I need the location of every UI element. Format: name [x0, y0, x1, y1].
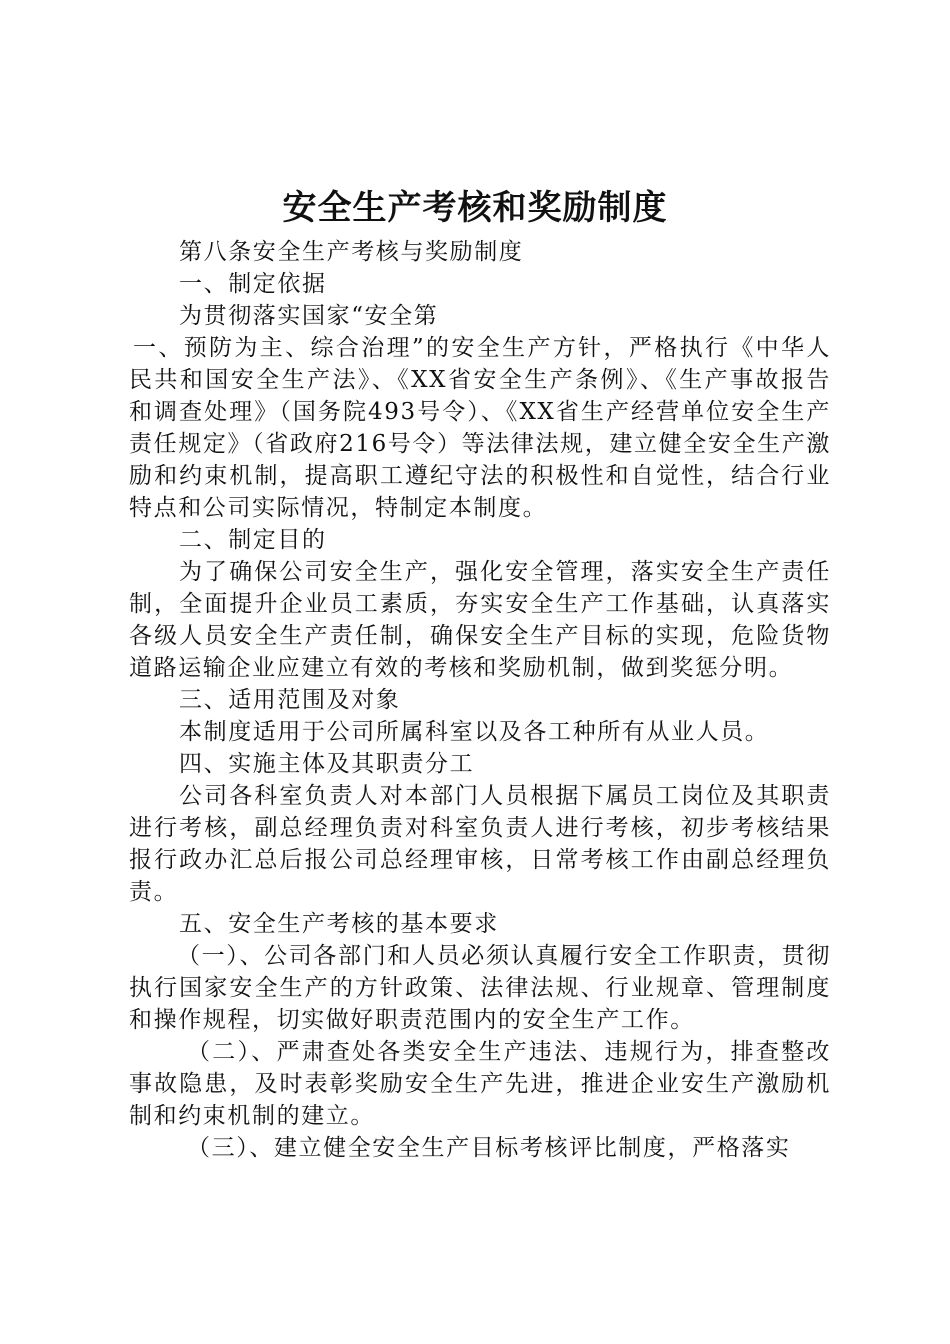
- paragraph: 为了确保公司安全生产，强化安全管理，落实安全生产责任制，全面提升企业员工素质，夯实安全生产工作基础，认真落实各级人员安全生产责任制，确保安全生产目标的实现，危险货物道路运输企业应建立有效的考核和奖励机制，做到奖惩分明。: [129, 559, 831, 681]
- section-heading-scope: 三、适用范围及对象: [179, 687, 401, 713]
- document-body: [129, 236, 831, 1164]
- paragraph: （三）、建立健全安全生产目标考核评比制度，严格落实: [187, 1135, 791, 1161]
- paragraph: 为贯彻落实国家“安全第: [179, 303, 439, 329]
- paragraph: （二）、严肃查处各类安全生产违法、违规行为，排查整改事故隐患，及时表彰奖励安全生产先进，推进企业安生产激励机制和约束机制的建立。: [129, 1039, 831, 1129]
- paragraph: 本制度适用于公司所属科室以及各工种所有从业人员。: [179, 719, 770, 745]
- paragraph: 公司各科室负责人对本部门人员根据下属员工岗位及其职责进行考核，副总经理负责对科室负责人进行考核，初步考核结果报行政办汇总后报公司总经理审核，日常考核工作由副总经理负责。: [129, 783, 831, 905]
- section-heading-requirements: 五、安全生产考核的基本要求: [179, 911, 499, 937]
- document-title: 安全生产考核和奖励制度: [282, 188, 668, 228]
- section-heading-purpose: 二、制定目的: [179, 527, 327, 553]
- article-heading: 第八条安全生产考核与奖励制度: [179, 239, 524, 265]
- section-heading-responsibility: 四、实施主体及其职责分工: [179, 751, 475, 777]
- paragraph: （一）、公司各部门和人员必须认真履行安全工作职责，贯彻执行国家安全生产的方针政策、法律法规、行业规章、管理制度和操作规程，切实做好职责范围内的安全生产工作。: [129, 943, 831, 1033]
- section-heading-basis: 一、制定依据: [179, 271, 327, 297]
- paragraph: 一、预防为主、综合治理”的安全生产方针，严格执行《中华人民共和国安全生产法》、《XX省安全生产条例》、《生产事故报告和调查处理》（国务院493号令）、《XX省生产经营单位安全生产责任规定》（省政府216号令）等法律法规，建立健全安全生产激励和约束机制，提高职工遵纪守法的积极性和自觉性，结合行业特点和公司实际情况，特制定本制度。: [129, 335, 831, 521]
